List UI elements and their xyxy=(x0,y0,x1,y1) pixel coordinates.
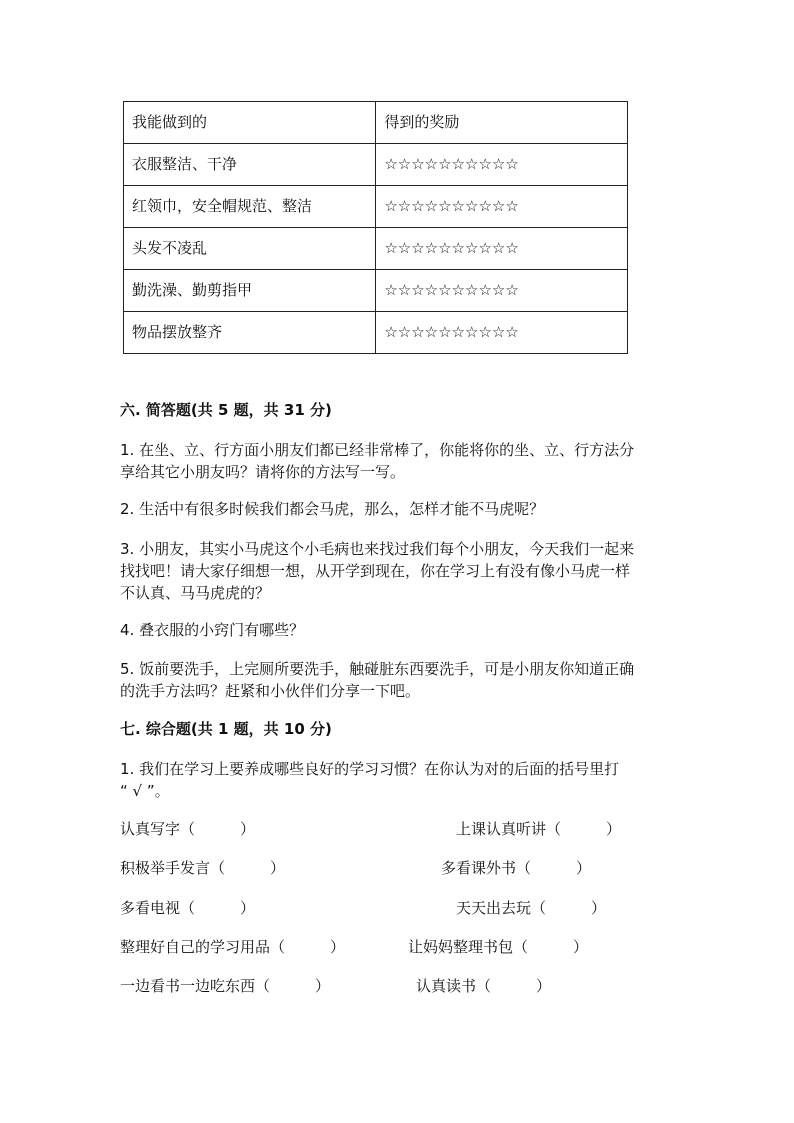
table-row xyxy=(124,144,628,186)
question-7-1 xyxy=(120,758,668,802)
question-line: 5. 饭前要洗手，上完厕所要洗手，触碰脏东西要洗手，可是小朋友你知道正确 xyxy=(120,660,635,678)
question-line: 的洗手方法吗？赶紧和小伙伴们分享一下吧。 xyxy=(120,682,421,700)
table-cell-stars: ☆☆☆☆☆☆☆☆☆☆ xyxy=(376,270,628,312)
table-cell-stars: ☆☆☆☆☆☆☆☆☆☆ xyxy=(376,228,628,270)
table-header-cell: 得到的奖励 xyxy=(376,102,628,144)
table-row xyxy=(124,270,628,312)
section-7-title: 七. 综合题(共 1 题，共 10 分) xyxy=(120,720,332,738)
habit-item[interactable]: 积极举手发言（ ） xyxy=(120,859,286,877)
habit-item[interactable]: 整理好自己的学习用品（ ） xyxy=(120,938,346,956)
table-cell-behavior: 头发不凌乱 xyxy=(124,228,376,270)
table-row xyxy=(124,312,628,354)
habit-item[interactable]: 认真写字（ ） xyxy=(120,820,256,838)
table-header-row xyxy=(124,102,628,144)
question-line: 1. 我们在学习上要养成哪些良好的学习习惯？在你认为对的后面的括号里打 xyxy=(120,760,620,778)
question-6-2 xyxy=(120,498,668,520)
question-6-1 xyxy=(120,439,668,483)
habit-item[interactable]: 认真读书（ ） xyxy=(416,977,552,995)
habit-item[interactable]: 让妈妈整理书包（ ） xyxy=(408,938,589,956)
table-row xyxy=(124,186,628,228)
question-line: 找找吧！请大家仔细想一想，从开学到现在，你在学习上有没有像小马虎一样 xyxy=(120,562,631,580)
table-header-cell: 我能做到的 xyxy=(124,102,376,144)
table-row xyxy=(124,228,628,270)
habit-item[interactable]: 上课认真听讲（ ） xyxy=(456,820,622,838)
table-cell-behavior: 衣服整洁、干净 xyxy=(124,144,376,186)
table-cell-behavior: 物品摆放整齐 xyxy=(124,312,376,354)
question-line: 不认真、马马虎虎的？ xyxy=(120,584,271,602)
question-6-5 xyxy=(120,658,668,702)
question-line: “ √ ”。 xyxy=(120,782,170,800)
question-line: 2. 生活中有很多时候我们都会马虎，那么，怎样才能不马虎呢？ xyxy=(120,500,545,518)
section-6-title: 六. 简答题(共 5 题，共 31 分) xyxy=(120,401,332,419)
habit-item[interactable]: 多看课外书（ ） xyxy=(441,859,592,877)
table-cell-behavior: 红领巾，安全帽规范、整洁 xyxy=(124,186,376,228)
habit-item[interactable]: 天天出去玩（ ） xyxy=(456,899,607,917)
question-line: 3. 小朋友，其实小马虎这个小毛病也来找过我们每个小朋友，今天我们一起来 xyxy=(120,540,635,558)
table-cell-stars: ☆☆☆☆☆☆☆☆☆☆ xyxy=(376,186,628,228)
question-line: 1. 在坐、立、行方面小朋友们都已经非常棒了，你能将你的坐、立、行方法分 xyxy=(120,441,635,459)
question-6-4 xyxy=(120,619,668,641)
table-cell-stars: ☆☆☆☆☆☆☆☆☆☆ xyxy=(376,144,628,186)
reward-table xyxy=(123,101,628,354)
habit-item[interactable]: 一边看书一边吃东西（ ） xyxy=(120,977,331,995)
question-6-3 xyxy=(120,538,668,604)
habit-item[interactable]: 多看电视（ ） xyxy=(120,899,256,917)
table-cell-behavior: 勤洗澡、勤剪指甲 xyxy=(124,270,376,312)
question-line: 享给其它小朋友吗？请将你的方法写一写。 xyxy=(120,463,406,481)
table-cell-stars: ☆☆☆☆☆☆☆☆☆☆ xyxy=(376,312,628,354)
question-line: 4. 叠衣服的小窍门有哪些？ xyxy=(120,621,305,639)
